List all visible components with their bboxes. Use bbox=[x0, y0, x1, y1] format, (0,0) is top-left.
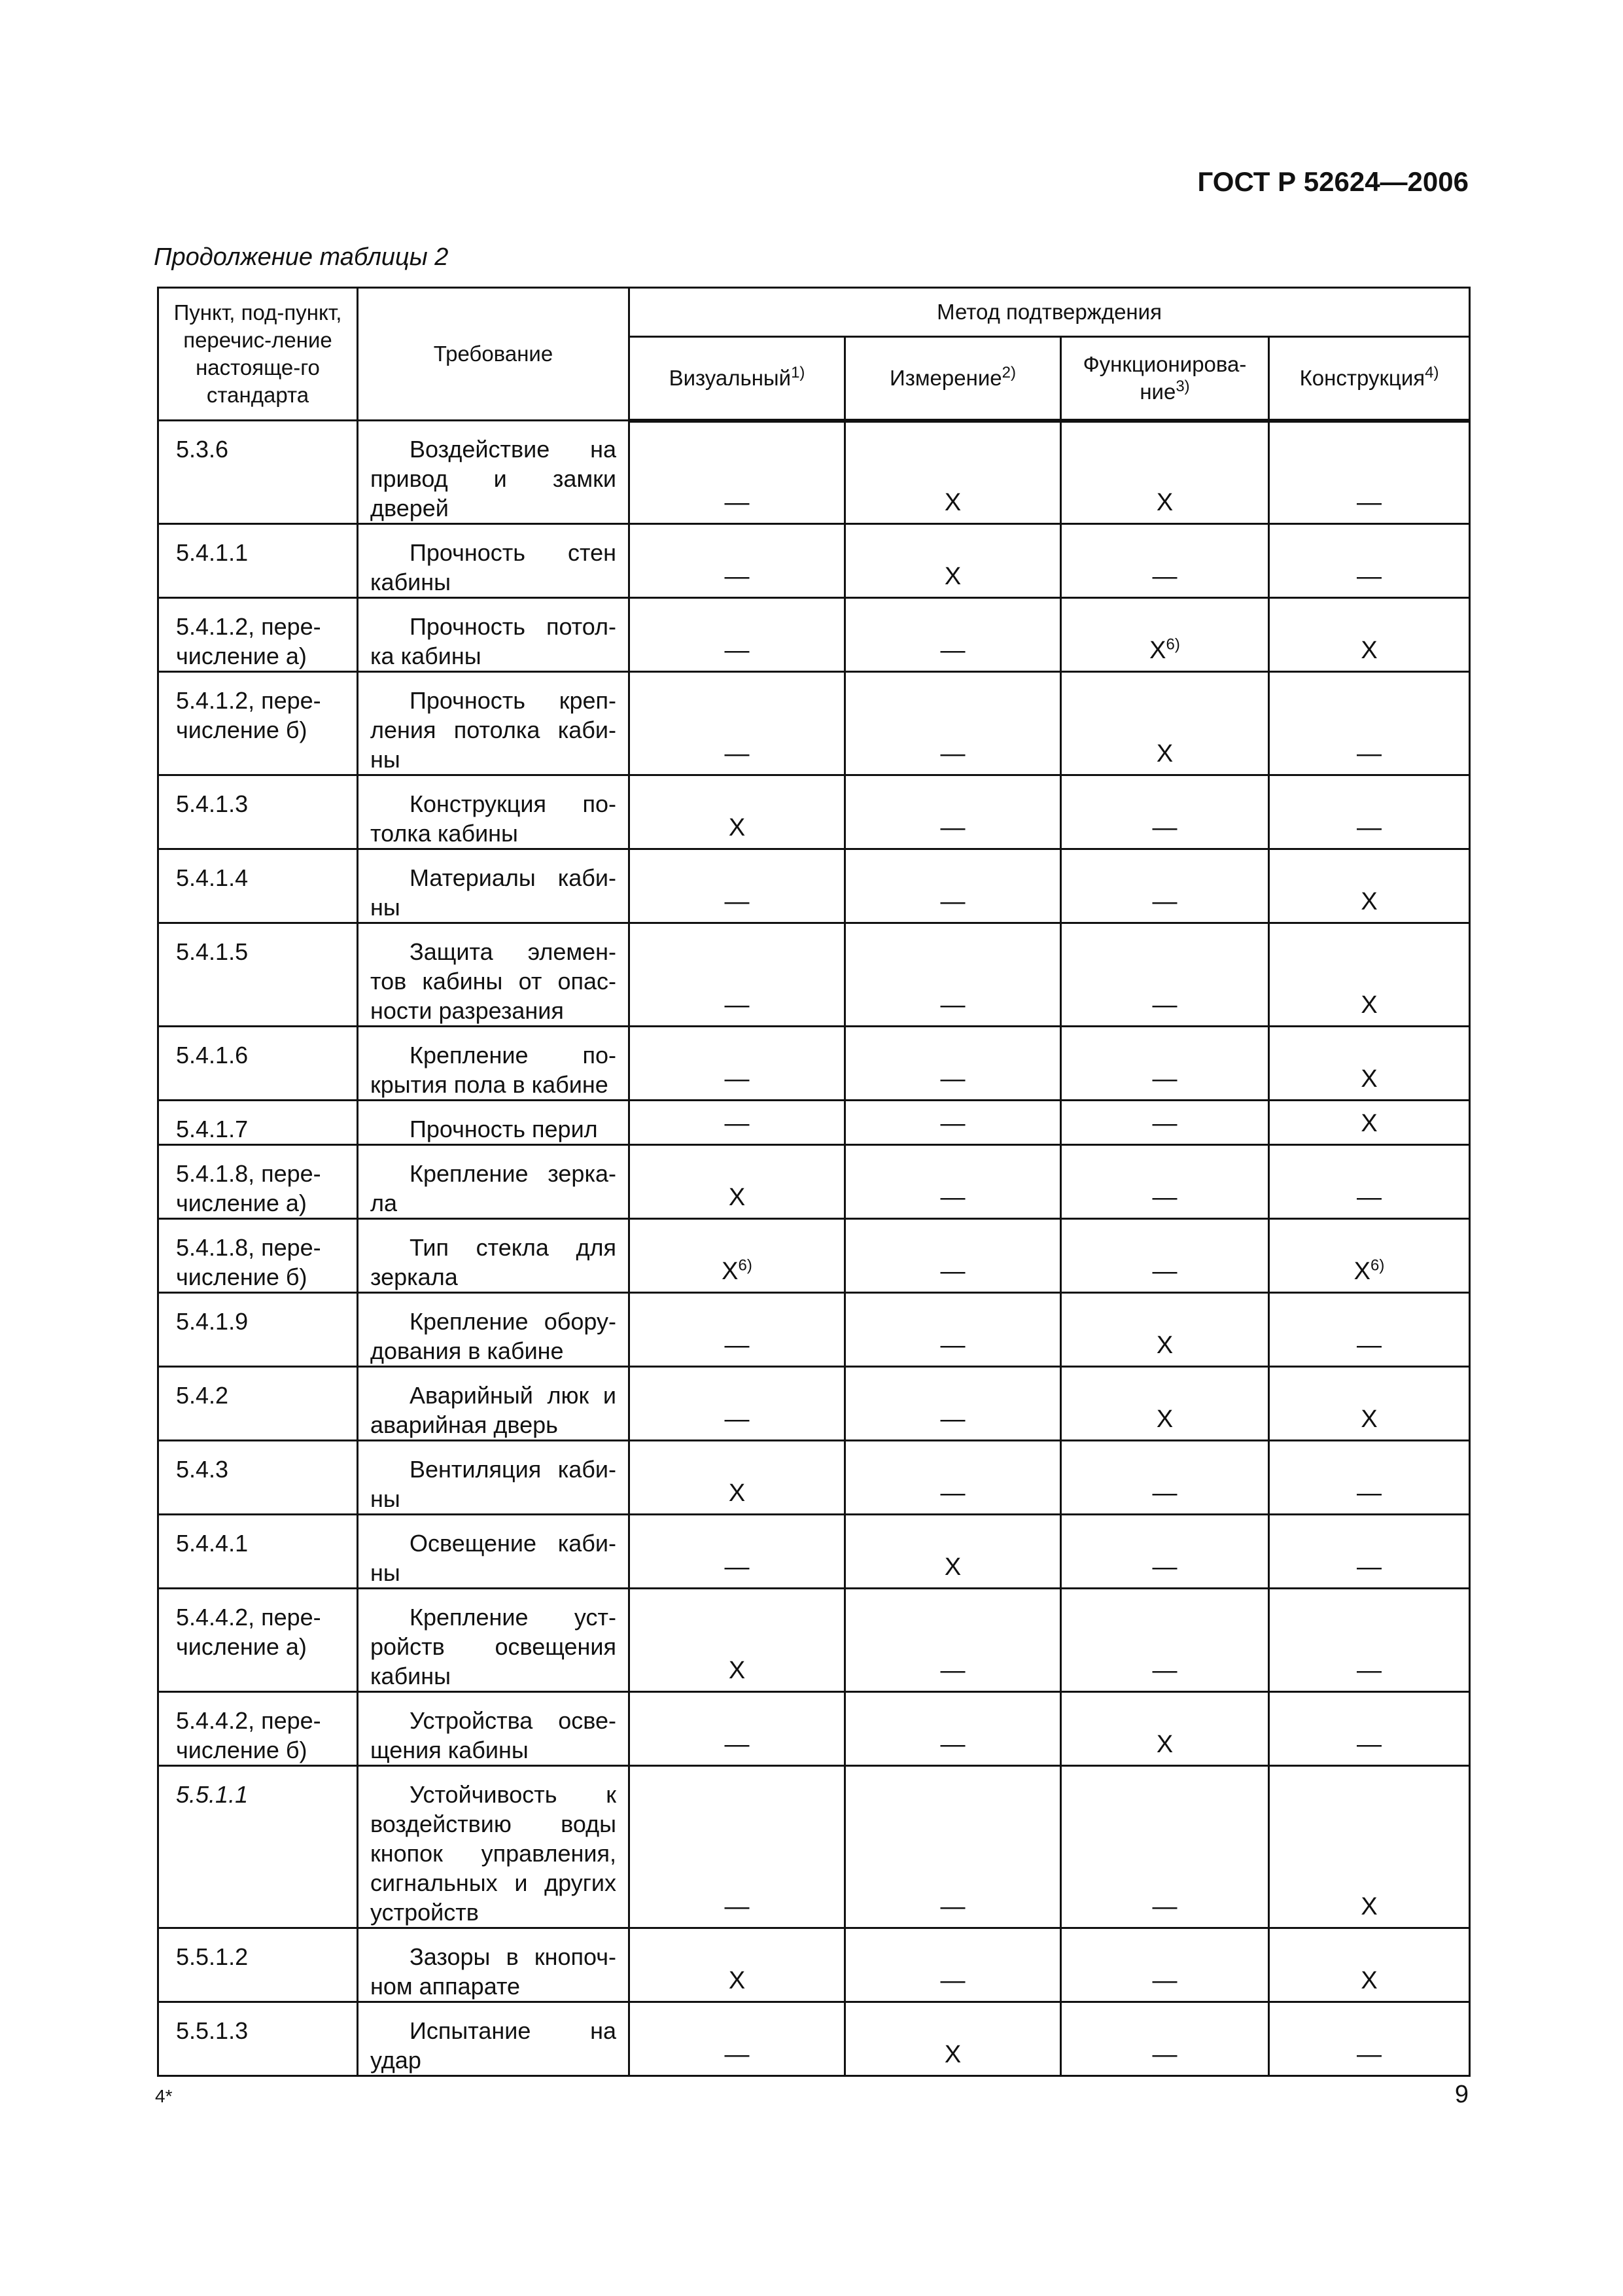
header-requirement: Требование bbox=[358, 288, 629, 421]
method-mark-construction: X bbox=[1269, 1101, 1470, 1145]
method-mark-visual: — bbox=[629, 1101, 845, 1145]
method-mark-construction: X bbox=[1269, 1367, 1470, 1441]
method-mark-construction: — bbox=[1269, 421, 1470, 524]
clause-cell: 5.4.1.8, пере-числение б) bbox=[158, 1219, 358, 1293]
method-mark-visual: — bbox=[629, 524, 845, 598]
table-row bbox=[158, 1027, 1470, 1101]
requirement-text: Аварийный люк и аварийная дверь bbox=[370, 1382, 616, 1438]
table-row bbox=[158, 1441, 1470, 1515]
clause-cell: 5.3.6 bbox=[158, 421, 358, 524]
method-mark-visual: X bbox=[629, 775, 845, 849]
method-mark-visual: — bbox=[629, 1515, 845, 1589]
requirement-cell bbox=[358, 1928, 629, 2002]
requirement-cell bbox=[358, 1441, 629, 1515]
requirement-text: Зазоры в кнопоч-ном аппарате bbox=[370, 1943, 616, 2000]
method-mark-construction: — bbox=[1269, 775, 1470, 849]
method-mark-functioning: — bbox=[1061, 1589, 1269, 1692]
method-mark-visual: — bbox=[629, 1293, 845, 1367]
requirements-table bbox=[157, 287, 1471, 2077]
requirement-text: Прочность потол-ка кабины bbox=[370, 613, 616, 669]
clause-cell: 5.4.1.6 bbox=[158, 1027, 358, 1101]
method-mark-measurement: — bbox=[845, 1441, 1061, 1515]
method-mark-visual: — bbox=[629, 1692, 845, 1766]
method-mark-visual: — bbox=[629, 923, 845, 1027]
method-mark-measurement: — bbox=[845, 1589, 1061, 1692]
clause-cell: 5.4.1.4 bbox=[158, 849, 358, 923]
method-mark-functioning: X bbox=[1061, 1293, 1269, 1367]
method-mark-functioning: X bbox=[1061, 1692, 1269, 1766]
method-mark-construction: X bbox=[1269, 1766, 1470, 1928]
table-continuation-caption: Продолжение таблицы 2 bbox=[154, 243, 449, 271]
method-mark-construction: — bbox=[1269, 2002, 1470, 2076]
table-header bbox=[158, 288, 1470, 421]
method-mark-functioning: — bbox=[1061, 1101, 1269, 1145]
method-mark-construction: — bbox=[1269, 1589, 1470, 1692]
method-mark-visual: — bbox=[629, 598, 845, 672]
method-mark-functioning: — bbox=[1061, 1515, 1269, 1589]
clause-cell: 5.4.1.3 bbox=[158, 775, 358, 849]
requirement-text: Крепление зерка-ла bbox=[370, 1160, 616, 1216]
footnote-ref: 6) bbox=[738, 1256, 752, 1275]
method-mark-visual: $X^{6)}$ bbox=[629, 1219, 845, 1293]
method-mark-measurement: X bbox=[845, 524, 1061, 598]
method-mark-functioning: — bbox=[1061, 1928, 1269, 2002]
requirement-cell bbox=[358, 923, 629, 1027]
method-mark-measurement: — bbox=[845, 1101, 1061, 1145]
method-mark-construction: X bbox=[1269, 1027, 1470, 1101]
method-mark-functioning: $X^{6)}$ bbox=[1061, 598, 1269, 672]
clause-cell: 5.4.1.8, пере-числение а) bbox=[158, 1145, 358, 1219]
requirement-cell bbox=[358, 1145, 629, 1219]
method-mark-measurement: — bbox=[845, 1293, 1061, 1367]
requirement-cell bbox=[358, 1367, 629, 1441]
requirement-cell bbox=[358, 421, 629, 524]
table-row bbox=[158, 923, 1470, 1027]
header-method-construction: Конструкция$^{4)}$ bbox=[1269, 337, 1470, 421]
method-mark-functioning: — bbox=[1061, 524, 1269, 598]
method-mark-functioning: — bbox=[1061, 923, 1269, 1027]
clause-cell: 5.4.1.9 bbox=[158, 1293, 358, 1367]
method-mark-functioning: — bbox=[1061, 1027, 1269, 1101]
method-mark-construction: — bbox=[1269, 1293, 1470, 1367]
method-mark-construction: $X^{6)}$ bbox=[1269, 1219, 1470, 1293]
clause-cell: 5.4.4.1 bbox=[158, 1515, 358, 1589]
table-row bbox=[158, 598, 1470, 672]
method-mark-measurement: — bbox=[845, 923, 1061, 1027]
page-number: 9 bbox=[1454, 2081, 1469, 2108]
table-row bbox=[158, 1766, 1470, 1928]
requirement-text: Материалы каби-ны bbox=[370, 864, 616, 921]
method-mark-functioning: — bbox=[1061, 1219, 1269, 1293]
header-method-measurement: Измерение$^{2)}$ bbox=[845, 337, 1061, 421]
sheet-mark: 4* bbox=[155, 2086, 173, 2106]
clause-cell: 5.4.4.2, пере-числение б) bbox=[158, 1692, 358, 1766]
header-row-1 bbox=[158, 288, 1470, 337]
requirement-text: Тип стекла для зеркала bbox=[370, 1234, 616, 1290]
clause-cell: 5.4.3 bbox=[158, 1441, 358, 1515]
table-row bbox=[158, 1515, 1470, 1589]
clause-cell: 5.4.1.7 bbox=[158, 1101, 358, 1145]
method-mark-visual: — bbox=[629, 2002, 845, 2076]
requirement-cell bbox=[358, 1766, 629, 1928]
requirement-text: Крепление уст-ройств освещения кабины bbox=[370, 1604, 616, 1689]
requirement-text: Освещение каби-ны bbox=[370, 1530, 616, 1586]
requirement-text: Конструкция по-толка кабины bbox=[370, 790, 616, 847]
method-mark-measurement: X bbox=[845, 1515, 1061, 1589]
requirement-cell bbox=[358, 598, 629, 672]
requirement-cell bbox=[358, 1589, 629, 1692]
method-mark-visual: — bbox=[629, 1367, 845, 1441]
requirement-text: Крепление по-крытия пола в кабине bbox=[370, 1042, 616, 1098]
requirement-text: Защита элемен-тов кабины от опас-ности разрезания bbox=[370, 938, 616, 1024]
table-row bbox=[158, 1589, 1470, 1692]
table-row bbox=[158, 421, 1470, 524]
header-clause: Пункт, под-пункт, перечис-ление настояще-го стандарта bbox=[158, 288, 358, 421]
method-mark-construction: X bbox=[1269, 598, 1470, 672]
method-mark-measurement: — bbox=[845, 775, 1061, 849]
method-mark-visual: X bbox=[629, 1441, 845, 1515]
clause-cell: 5.5.1.1 bbox=[158, 1766, 358, 1928]
header-method-visual: Визуальный$^{1)}$ bbox=[629, 337, 845, 421]
table-body bbox=[158, 421, 1470, 2076]
method-mark-measurement: — bbox=[845, 1766, 1061, 1928]
requirement-text: Крепление обору-дования в кабине bbox=[370, 1308, 616, 1364]
table-row bbox=[158, 1219, 1470, 1293]
table-row bbox=[158, 524, 1470, 598]
table-row bbox=[158, 2002, 1470, 2076]
table-row bbox=[158, 1293, 1470, 1367]
clause-cell: 5.4.2 bbox=[158, 1367, 358, 1441]
method-mark-visual: X bbox=[629, 1589, 845, 1692]
requirement-cell bbox=[358, 1293, 629, 1367]
method-mark-construction: X bbox=[1269, 1928, 1470, 2002]
table-row bbox=[158, 775, 1470, 849]
clause-cell: 5.5.1.2 bbox=[158, 1928, 358, 2002]
method-mark-visual: X bbox=[629, 1145, 845, 1219]
table-row bbox=[158, 1928, 1470, 2002]
requirement-cell bbox=[358, 1027, 629, 1101]
method-mark-visual: — bbox=[629, 1027, 845, 1101]
clause-cell: 5.4.4.2, пере-числение а) bbox=[158, 1589, 358, 1692]
method-mark-construction: X bbox=[1269, 923, 1470, 1027]
document-code: ГОСТ Р 52624—2006 bbox=[1197, 166, 1469, 197]
method-mark-construction: — bbox=[1269, 1441, 1470, 1515]
method-mark-functioning: — bbox=[1061, 1441, 1269, 1515]
method-mark-visual: — bbox=[629, 1766, 845, 1928]
header-method-group: Метод подтверждения bbox=[629, 288, 1470, 337]
method-mark-visual: — bbox=[629, 421, 845, 524]
method-mark-construction: — bbox=[1269, 1515, 1470, 1589]
footnote-ref: 6) bbox=[1166, 635, 1180, 654]
method-mark-functioning: — bbox=[1061, 775, 1269, 849]
requirement-cell bbox=[358, 2002, 629, 2076]
method-mark-construction: — bbox=[1269, 1692, 1470, 1766]
requirement-text: Воздействие на привод и замки дверей bbox=[370, 436, 616, 521]
method-mark-functioning: — bbox=[1061, 2002, 1269, 2076]
method-mark-construction: — bbox=[1269, 1145, 1470, 1219]
requirement-text: Прочность креп-ления потолка каби-ны bbox=[370, 687, 616, 773]
table-row bbox=[158, 1101, 1470, 1145]
method-mark-measurement: — bbox=[845, 598, 1061, 672]
requirement-text: Прочность стен кабины bbox=[370, 539, 616, 595]
header-method-functioning: Функционирова-ние$^{3)}$ bbox=[1061, 337, 1269, 421]
requirement-text: Испытание на удар bbox=[370, 2017, 616, 2074]
requirement-cell bbox=[358, 1515, 629, 1589]
footnote-ref: 6) bbox=[1370, 1256, 1385, 1275]
method-mark-functioning: — bbox=[1061, 1766, 1269, 1928]
clause-cell: 5.4.1.1 bbox=[158, 524, 358, 598]
method-mark-functioning: X bbox=[1061, 421, 1269, 524]
table-row bbox=[158, 1367, 1470, 1441]
method-mark-visual: X bbox=[629, 1928, 845, 2002]
table-row bbox=[158, 1692, 1470, 1766]
requirement-cell bbox=[358, 1219, 629, 1293]
method-mark-measurement: — bbox=[845, 1367, 1061, 1441]
requirement-cell bbox=[358, 524, 629, 598]
requirement-text: Прочность перил bbox=[410, 1116, 598, 1142]
requirement-cell bbox=[358, 775, 629, 849]
method-mark-construction: — bbox=[1269, 672, 1470, 775]
clause-cell: 5.5.1.3 bbox=[158, 2002, 358, 2076]
table-row bbox=[158, 1145, 1470, 1219]
method-mark-functioning: X bbox=[1061, 672, 1269, 775]
method-mark-measurement: — bbox=[845, 672, 1061, 775]
requirement-cell bbox=[358, 672, 629, 775]
requirement-cell bbox=[358, 1101, 629, 1145]
table-row bbox=[158, 672, 1470, 775]
method-mark-construction: — bbox=[1269, 524, 1470, 598]
method-mark-visual: — bbox=[629, 849, 845, 923]
method-mark-functioning: — bbox=[1061, 849, 1269, 923]
clause-cell: 5.4.1.2, пере-числение а) bbox=[158, 598, 358, 672]
method-mark-measurement: — bbox=[845, 1145, 1061, 1219]
method-mark-visual: — bbox=[629, 672, 845, 775]
method-mark-functioning: X bbox=[1061, 1367, 1269, 1441]
method-mark-functioning: — bbox=[1061, 1145, 1269, 1219]
method-mark-measurement: — bbox=[845, 1928, 1061, 2002]
method-mark-measurement: — bbox=[845, 849, 1061, 923]
clause-cell: 5.4.1.2, пере-числение б) bbox=[158, 672, 358, 775]
method-mark-construction: X bbox=[1269, 849, 1470, 923]
method-mark-measurement: X bbox=[845, 421, 1061, 524]
requirement-cell bbox=[358, 849, 629, 923]
clause-cell: 5.4.1.5 bbox=[158, 923, 358, 1027]
requirement-text: Устройства осве-щения кабины bbox=[370, 1707, 616, 1763]
method-mark-measurement: X bbox=[845, 2002, 1061, 2076]
method-mark-measurement: — bbox=[845, 1027, 1061, 1101]
requirement-text: Устойчивость к воздействию воды кнопок управления, сигнальных и других устройств bbox=[370, 1781, 616, 1926]
method-mark-measurement: — bbox=[845, 1219, 1061, 1293]
requirement-cell bbox=[358, 1692, 629, 1766]
requirement-text: Вентиляция каби-ны bbox=[370, 1456, 616, 1512]
table-row bbox=[158, 849, 1470, 923]
method-mark-measurement: — bbox=[845, 1692, 1061, 1766]
